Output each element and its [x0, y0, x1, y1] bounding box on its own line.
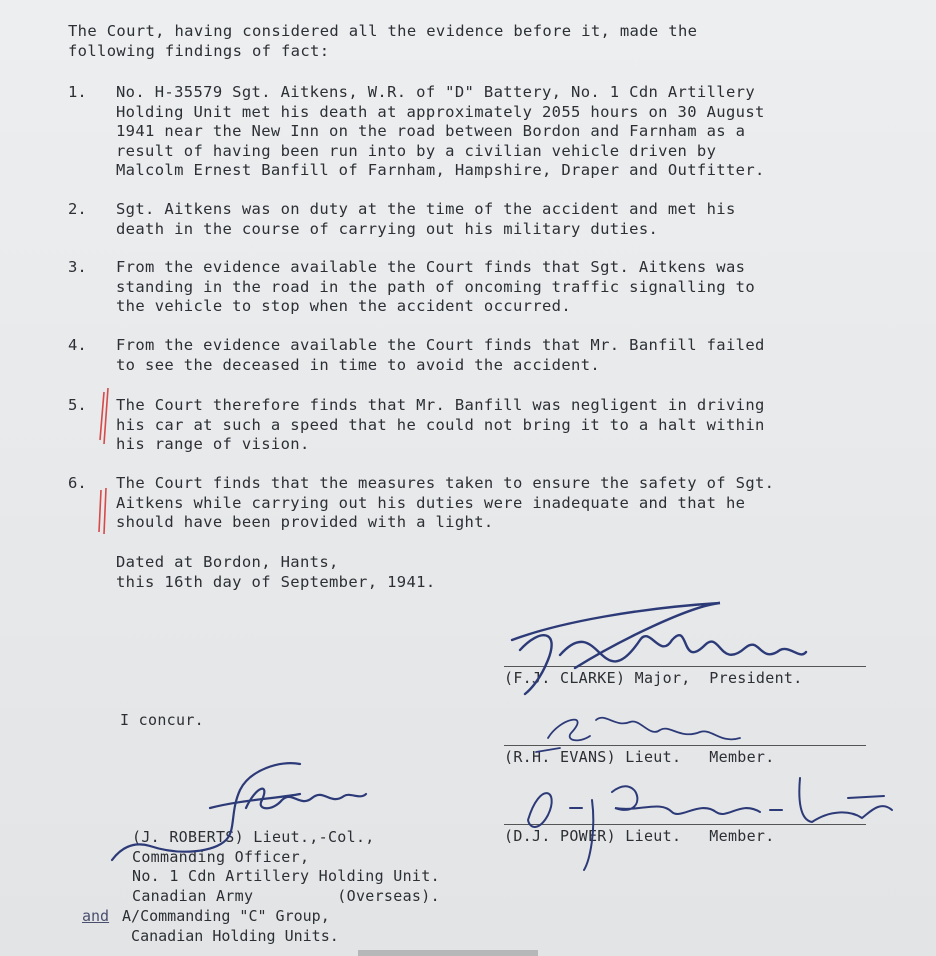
member1-signature-caption: (R.H. EVANS) Lieut. Member.	[504, 748, 775, 766]
finding-number: 5.	[68, 396, 87, 414]
roberts-signature-icon	[112, 763, 366, 860]
page-edge-bar	[358, 950, 538, 956]
finding-number: 3.	[68, 258, 87, 276]
group-command-text: A/Commanding "C" Group, Canadian Holding Units.	[122, 907, 339, 945]
intro-paragraph: The Court, having considered all the evidence before it, made the following findings of fact:	[68, 22, 698, 60]
finding-text: From the evidence available the Court finds that Sgt. Aitkens was standing in the road in the path of oncoming traffic signalling to the vehicle to stop when the accident occurred.	[116, 258, 755, 316]
president-signature-caption: (F.J. CLARKE) Major, President.	[504, 669, 803, 687]
finding-text: From the evidence available the Court finds that Mr. Banfill failed to see the deceased in time to avoid the accident.	[116, 336, 765, 374]
roberts-signature-block: (J. ROBERTS) Lieut.,-Col., Commanding Officer, No. 1 Cdn Artillery Holding Unit. Canadian Army (Overseas).	[132, 828, 440, 905]
finding-text: The Court therefore finds that Mr. Banfill was negligent in driving his car at such a speed that he could not bring it to a halt within his range of vision.	[116, 396, 765, 454]
margin-mark-icon	[99, 388, 108, 534]
finding-text: Sgt. Aitkens was on duty at the time of the accident and met his death in the course of carrying out his military duties.	[116, 200, 736, 238]
power-signature-icon	[528, 778, 892, 870]
and-underlined: and	[82, 907, 110, 925]
member2-signature-caption: (D.J. POWER) Lieut. Member.	[504, 827, 775, 845]
concur-text: I concur.	[120, 711, 204, 729]
finding-text: No. H-35579 Sgt. Aitkens, W.R. of "D" Battery, No. 1 Cdn Artillery Holding Unit met his death at approximately 2055 hours on 30 August 1941 near the New Inn on the road between Bordon and Farnham as a result of having been run into by a civilian vehicle driven by Malcolm Ernest Banfill of Farnham, Hampshire, Draper and Outfitter.	[116, 83, 765, 180]
finding-text: The Court finds that the measures taken to ensure the safety of Sgt. Aitkens while carrying out his duties were inadequate and that he should have been provided with a light.	[116, 474, 775, 532]
finding-number: 6.	[68, 474, 87, 492]
clarke-signature-icon	[512, 603, 806, 694]
evans-signature-icon	[536, 718, 740, 752]
finding-number: 4.	[68, 336, 87, 354]
finding-number: 2.	[68, 200, 87, 218]
finding-number: 1.	[68, 83, 87, 101]
dated-line: Dated at Bordon, Hants, this 16th day of September, 1941.	[116, 553, 436, 591]
